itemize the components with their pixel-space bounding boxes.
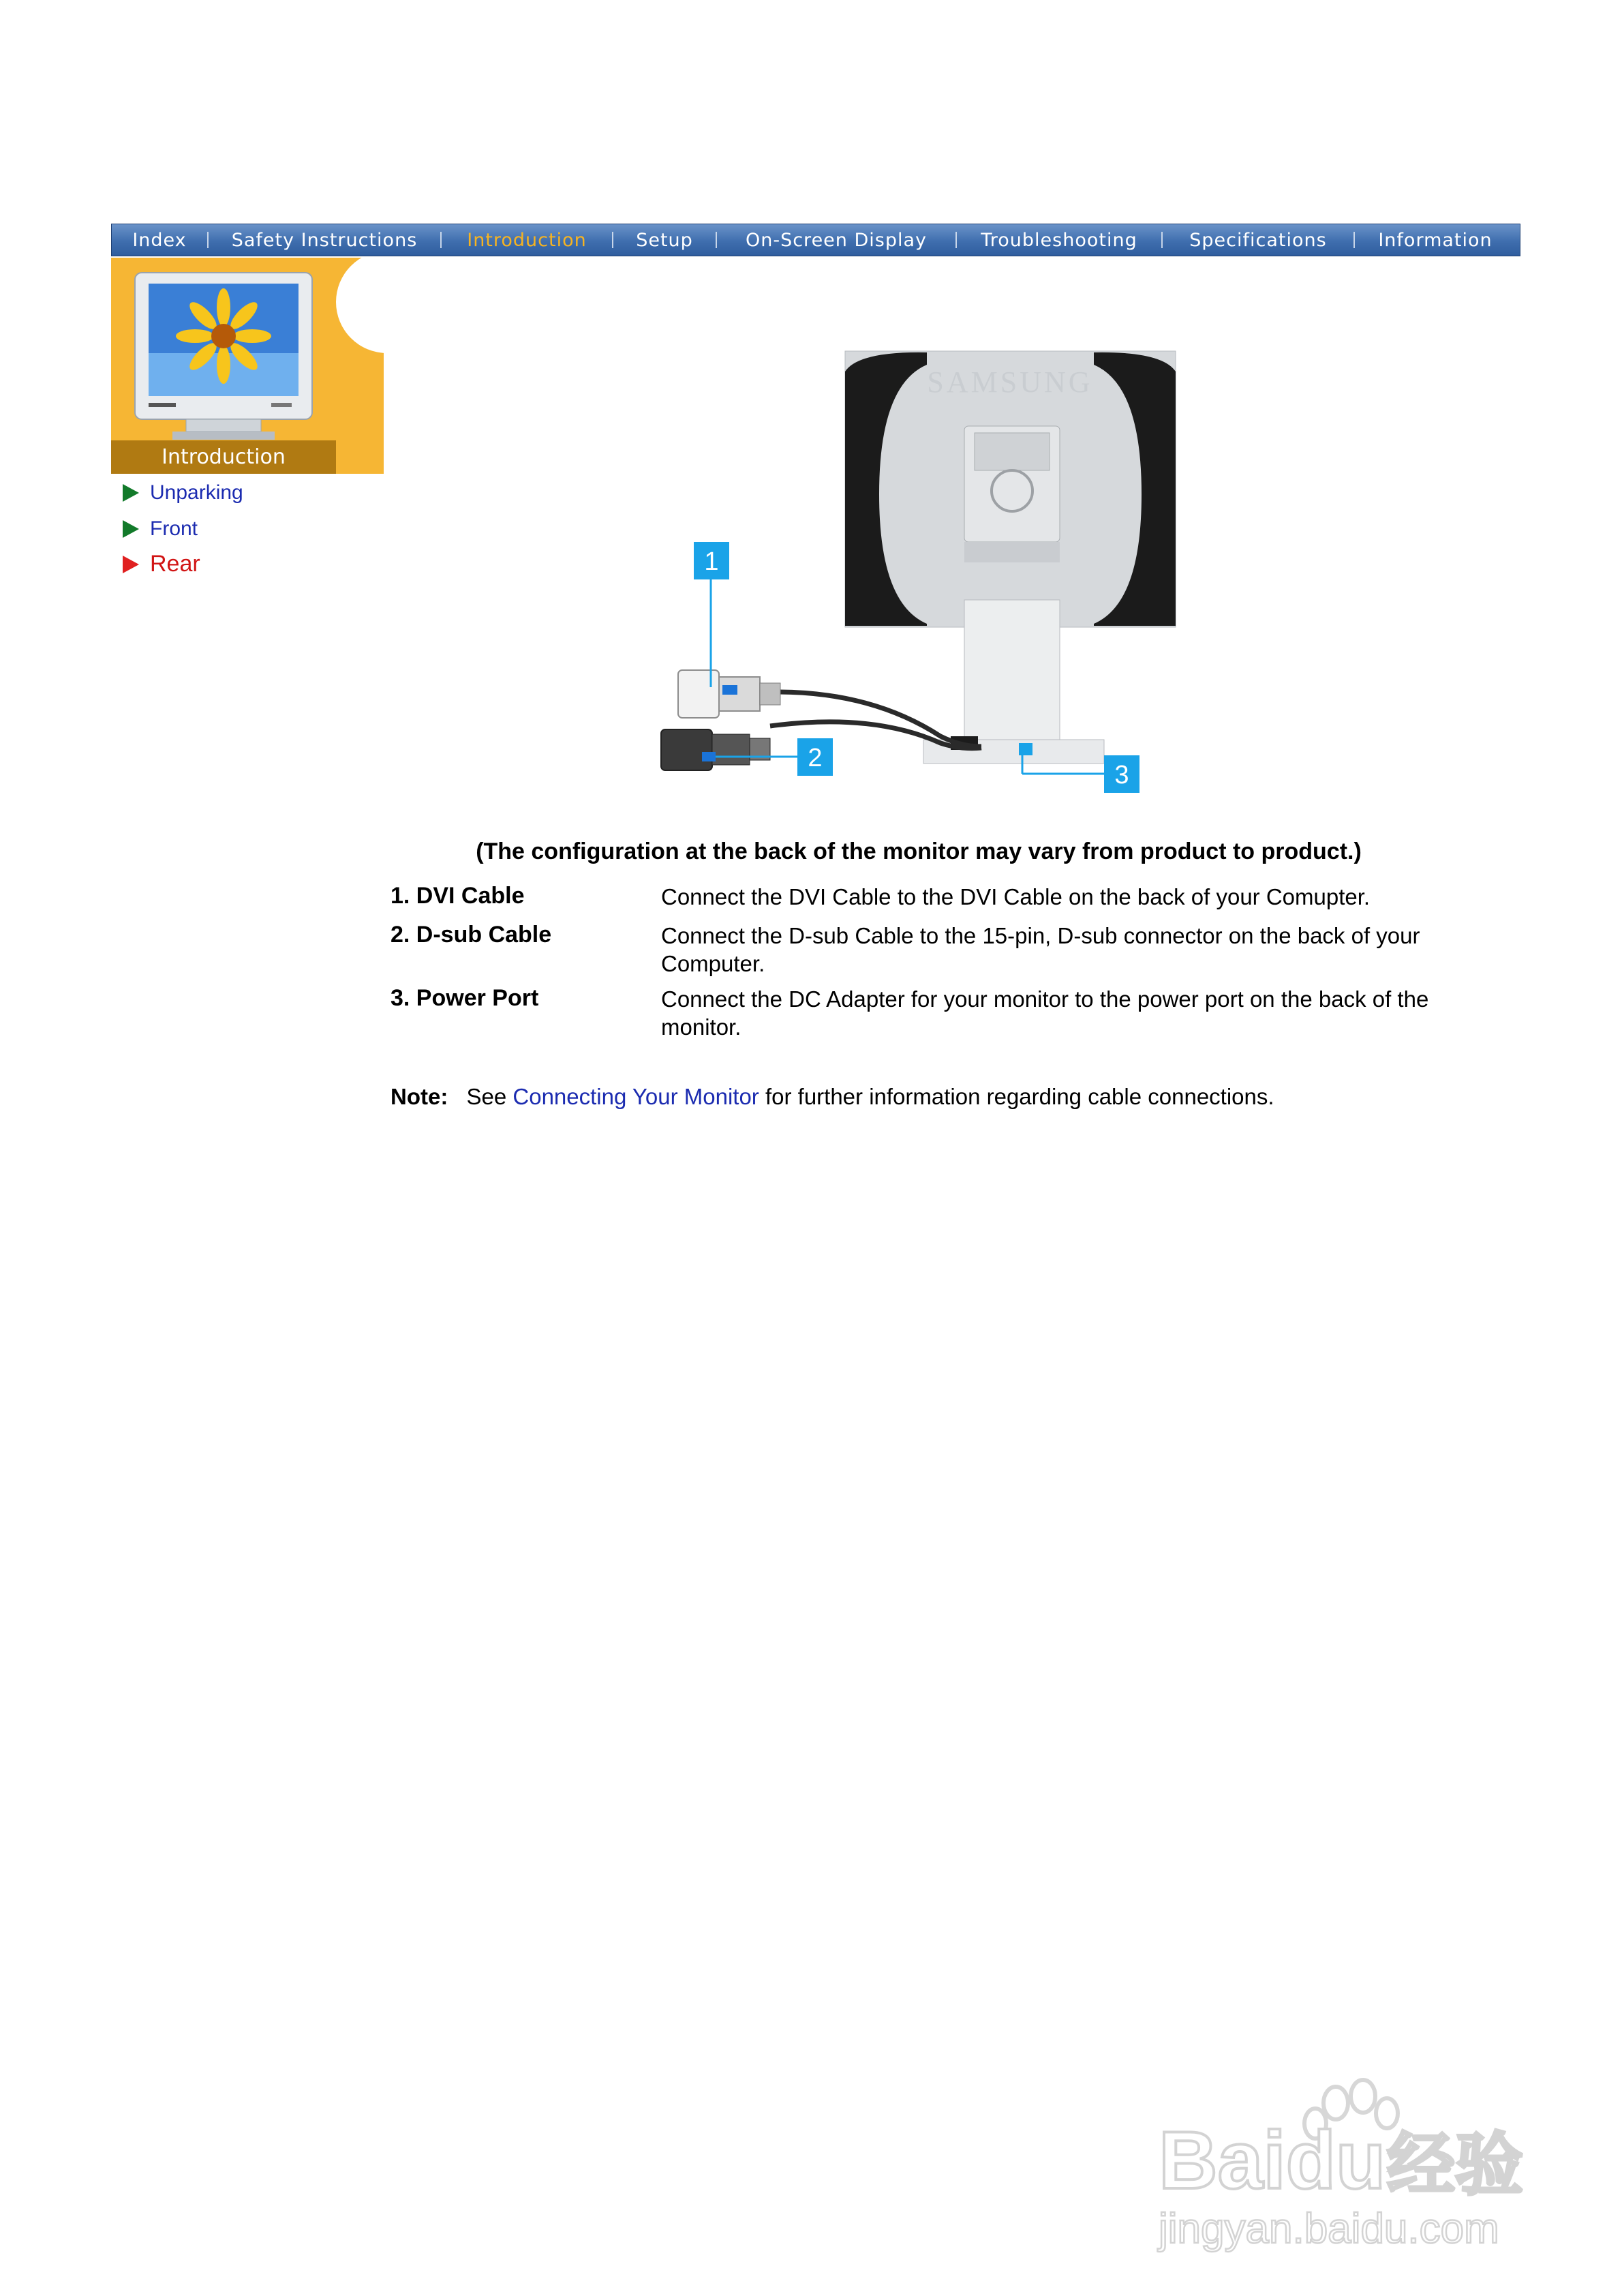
nav-item-on-screen-display[interactable]: On-Screen Display <box>745 229 928 251</box>
svg-text:3: 3 <box>1114 761 1129 789</box>
dsub-connector-image <box>661 729 770 770</box>
monitor-rear-diagram <box>654 344 1193 808</box>
item-desc-dsub-cable: Connect the D-sub Cable to the 15-pin, D-sub connector on the back of your Computer. <box>661 923 1420 976</box>
svg-text:jingyan.baidu.com: jingyan.baidu.com <box>1159 2205 1499 2252</box>
sidebar-link-label: Rear <box>150 551 200 577</box>
callout-badge-1 <box>694 542 729 579</box>
item-term-power-port: 3. Power Port <box>391 985 539 1011</box>
monitor-brand-text: SAMSUNG <box>927 365 1093 399</box>
sidebar-link-label: Front <box>150 517 198 540</box>
sidebar-link-front[interactable] <box>123 517 198 541</box>
power-port-marker <box>1019 743 1032 755</box>
nav-item-introduction[interactable]: Introduction <box>467 229 587 251</box>
item-desc-power-port: Connect the DC Adapter for your monitor to the power port on the back of the monitor. <box>661 986 1429 1040</box>
item-term-dvi-cable: 1. DVI Cable <box>391 883 525 909</box>
svg-text:1: 1 <box>704 547 719 576</box>
callout-badge-3 <box>1104 755 1139 793</box>
connecting-your-monitor-link[interactable]: Connecting Your Monitor <box>512 1084 759 1109</box>
item-term-dsub-cable: 2. D-sub Cable <box>391 922 552 948</box>
nav-item-safety-instructions[interactable]: Safety Instructions <box>231 229 418 251</box>
svg-text:2: 2 <box>808 744 823 772</box>
note-paragraph <box>391 1084 1274 1110</box>
green-triangle-icon <box>123 520 139 538</box>
note-label: Note: <box>391 1084 448 1109</box>
nav-item-troubleshooting[interactable]: Troubleshooting <box>981 229 1137 251</box>
sidebar-link-rear[interactable] <box>123 551 200 577</box>
crt-monitor-flower-image <box>132 271 316 442</box>
monitor-back-image <box>845 351 1176 627</box>
sidebar-link-label: Unparking <box>150 481 243 504</box>
nav-item-setup[interactable]: Setup <box>636 229 693 251</box>
svg-text:Baidu: Baidu <box>1159 2115 1386 2206</box>
hero-title: Introduction <box>162 445 286 469</box>
item-desc-dvi-cable: Connect the DVI Cable to the DVI Cable on the back of your Comupter. <box>661 884 1371 909</box>
svg-text:经验: 经验 <box>1387 2125 1523 2205</box>
baidu-jingyan-watermark <box>1152 2072 1533 2256</box>
top-nav-bar <box>111 224 1520 256</box>
green-triangle-icon <box>123 484 139 502</box>
dvi-connector-image <box>678 670 780 718</box>
callout-badge-2 <box>797 738 833 776</box>
red-triangle-icon <box>123 556 139 573</box>
note-prefix: See <box>466 1084 507 1109</box>
figure-caption: (The configuration at the back of the monitor may vary from product to product.) <box>476 839 1362 864</box>
hero-curve-decoration <box>336 258 384 353</box>
nav-item-index[interactable]: Index <box>132 229 187 251</box>
sidebar-link-unparking[interactable] <box>123 481 243 504</box>
nav-item-specifications[interactable]: Specifications <box>1189 229 1327 251</box>
nav-item-information[interactable]: Information <box>1378 229 1493 251</box>
note-suffix: for further information regarding cable connections. <box>765 1084 1274 1109</box>
section-hero-image <box>111 258 384 474</box>
